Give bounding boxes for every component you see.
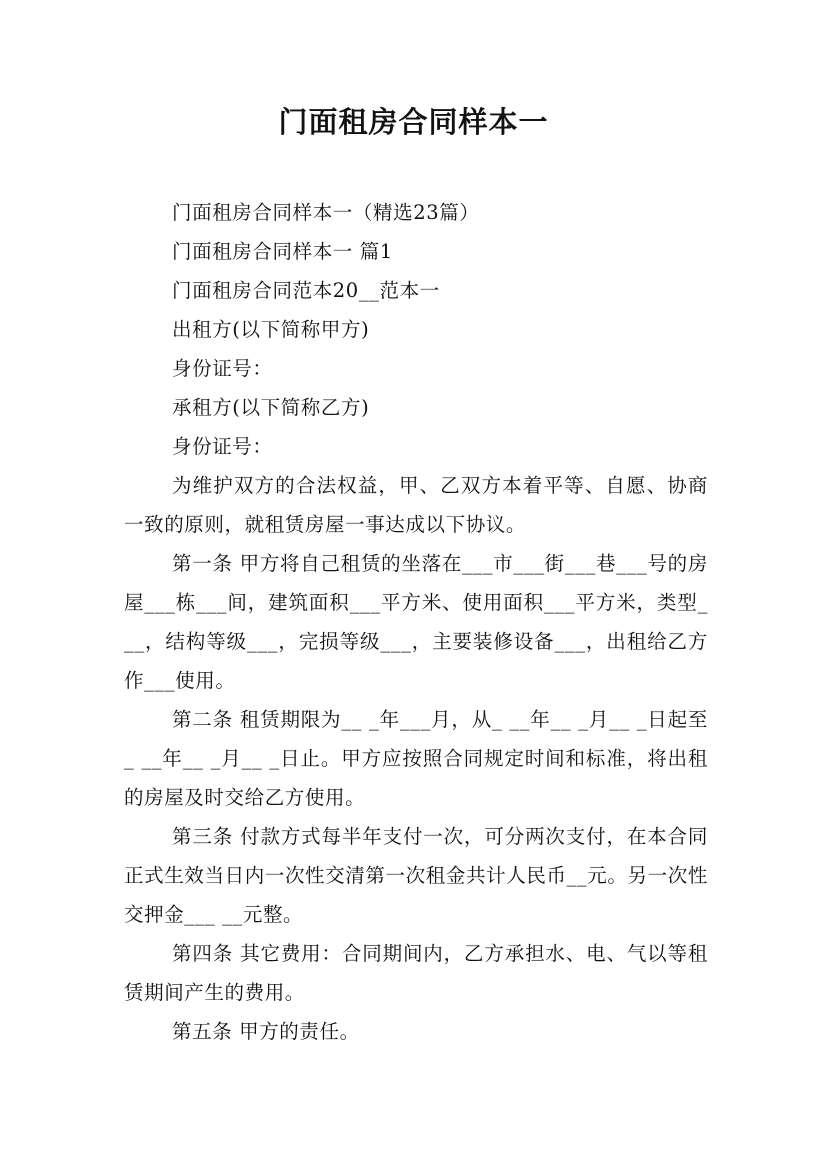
paragraph-article-4: 第四条 其它费用：合同期间内，乙方承担水、电、气以等租赁期间产生的费用。 [124, 942, 708, 1004]
paragraph-lessor-id: 身份证号： [172, 357, 273, 380]
paragraph-template-heading: 门面租房合同范本20__范本一 [172, 279, 440, 302]
paragraph-article-1: 第一条 甲方将自己租赁的坐落在___市___街___巷___号的房屋___栋___间，建筑面积___平方米、使用面积___平方米，类型___，结构等级___，完损等级___，主要装修设备___，出租给乙方作___使用。 [124, 552, 708, 692]
document-body [124, 193, 708, 1051]
paragraph-article-2: 第二条 租赁期限为__ _年___月，从_ __年__ _月__ _日起至_ __年__ _月__ _日止。甲方应按照合同规定时间和标准，将出租的房屋及时交给乙方使用。 [124, 708, 708, 809]
paragraph-section-heading: 门面租房合同样本一 篇1 [172, 240, 393, 263]
paragraph-lessee-id: 身份证号： [172, 435, 273, 458]
paragraph-lessee: 承租方(以下简称乙方) [172, 396, 370, 419]
paragraph-preamble: 为维护双方的合法权益，甲、乙双方本着平等、自愿、协商一致的原则，就租赁房屋一事达成以下协议。 [124, 474, 708, 536]
paragraph-article-3: 第三条 付款方式每半年支付一次，可分两次支付，在本合同正式生效当日内一次性交清第一次租金共计人民币__元。另一次性交押金___ __元整。 [124, 825, 708, 926]
paragraph-subtitle: 门面租房合同样本一（精选23篇） [172, 201, 480, 224]
paragraph-lessor: 出租方(以下简称甲方) [172, 318, 370, 341]
paragraph-article-5: 第五条 甲方的责任。 [172, 1020, 360, 1043]
document-title: 门面租房合同样本一 [278, 105, 549, 139]
